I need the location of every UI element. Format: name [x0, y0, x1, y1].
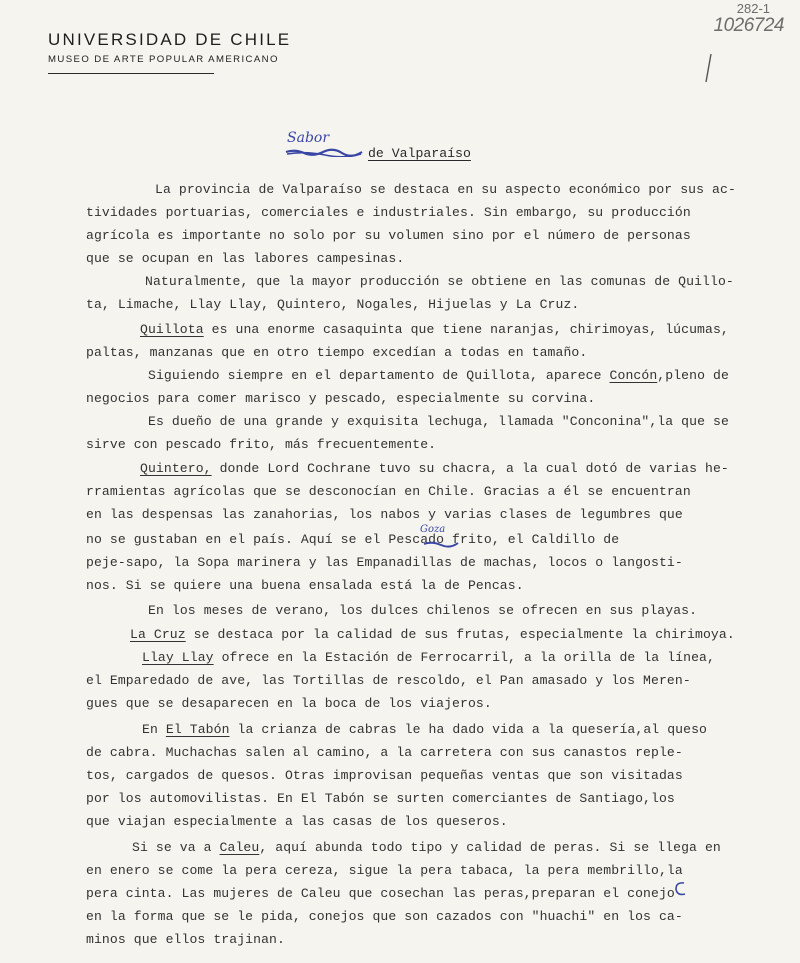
title-handwritten-correction: Sabor [287, 130, 330, 146]
body-line: minos que ellos trajinan. [86, 932, 285, 947]
body-line: que viajan especialmente a las casas de los queseros. [86, 814, 508, 829]
body-line: en las despensas las zanahorias, los nabos y varias clases de legumbres que [86, 507, 683, 522]
archive-number-top: 282-1 [736, 1, 770, 16]
body-line: no se gustaban en el país. Aquí se el Pescado frito, el Caldillo de [86, 532, 620, 547]
body-line: en enero se come la pera cereza, sigue la pera tabaca, la pera membrillo,la [86, 863, 683, 878]
letterhead-rule [48, 73, 214, 74]
body-line: tos, cargados de quesos. Otras improvisan pequeñas ventas que son visitadas [86, 768, 683, 783]
body-line: en la forma que se le pida, conejos que son cazados con "huachi" en los ca- [86, 909, 683, 924]
body-line: rramientas agrícolas que se desconocían en Chile. Gracias a él se encuentran [86, 484, 691, 499]
handwritten-insertion: Goza [420, 524, 446, 535]
body-line: Quintero, donde Lord Cochrane tuvo su chacra, a la cual dotó de varias he- [140, 461, 729, 476]
handwritten-circle-mark [672, 880, 690, 898]
body-line: La provincia de Valparaíso se destaca en su aspecto económico por sus ac- [155, 182, 736, 197]
body-line: por los automovilistas. En El Tabón se surten comerciantes de Santiago,los [86, 791, 675, 806]
body-line: Quillota es una enorme casaquinta que tiene naranjas, chirimoyas, lúcumas, [140, 322, 729, 337]
body-line: paltas, manzanas que en otro tiempo excedían a todas en tamaño. [86, 345, 588, 360]
body-line: En los meses de verano, los dulces chilenos se ofrecen en sus playas. [148, 603, 698, 618]
body-line: Llay Llay ofrece en la Estación de Ferrocarril, a la orilla de la línea, [142, 650, 715, 665]
body-line: que se ocupan en las labores campesinas. [86, 251, 405, 266]
archive-number [664, 2, 784, 37]
letterhead [48, 30, 291, 74]
body-line: En El Tabón la crianza de cabras le ha dado vida a la quesería,al queso [142, 722, 707, 737]
body-line: Si se va a Caleu, aquí abunda todo tipo y calidad de peras. Si se llega en [132, 840, 721, 855]
title-text: de Valparaíso [368, 146, 471, 161]
body-line: negocios para comer marisco y pescado, especialmente su corvina. [86, 391, 596, 406]
body-line: gues que se desaparecen en la boca de los viajeros. [86, 696, 492, 711]
body-line: pera cinta. Las mujeres de Caleu que cosechan las peras,preparan el conejo [86, 886, 675, 901]
place-name: Quintero, [140, 461, 212, 476]
archive-number-main: 1026724 [713, 15, 784, 37]
struck-out-word [423, 540, 459, 548]
place-name: El Tabón [165, 722, 230, 737]
body-line: Es dueño de una grande y exquisita lechuga, llamada "Conconina",la que se [148, 414, 729, 429]
body-line: peje-sapo, la Sopa marinera y las Empanadillas de machas, locos o langosti- [86, 555, 683, 570]
place-name: Concón [609, 368, 658, 383]
place-name: La Cruz [130, 627, 186, 642]
department-name: MUSEO DE ARTE POPULAR AMERICANO [48, 54, 279, 65]
place-name: Quillota [140, 322, 204, 337]
body-line: Siguiendo siempre en el departamento de Quillota, aparece Concón,pleno de [148, 368, 729, 383]
place-name: Llay Llay [142, 650, 214, 665]
institution-name: UNIVERSIDAD DE CHILE [48, 30, 292, 49]
title-struck-out-word [285, 148, 363, 157]
body-line: nos. Si se quiere una buena ensalada está la de Pencas. [86, 578, 524, 593]
body-line: tividades portuarias, comerciales e industriales. Sin embargo, su producción [86, 205, 691, 220]
pencil-tick-mark [702, 52, 714, 84]
body-line: sirve con pescado frito, más frecuentemente. [86, 437, 437, 452]
body-line: ta, Limache, Llay Llay, Quintero, Nogales, Hijuelas y La Cruz. [86, 297, 580, 312]
body-line: de cabra. Muchachas salen al camino, a la carretera con sus canastos reple- [86, 745, 683, 760]
body-line: Naturalmente, que la mayor producción se obtiene en las comunas de Quillo- [145, 274, 734, 289]
body-line: La Cruz se destaca por la calidad de sus frutas, especialmente la chirimoya. [130, 627, 735, 642]
body-line: agrícola es importante no solo por su volumen sino por el número de personas [86, 228, 691, 243]
body-line: el Emparedado de ave, las Tortillas de rescoldo, el Pan amasado y los Meren- [86, 673, 691, 688]
place-name: Caleu [219, 840, 260, 855]
